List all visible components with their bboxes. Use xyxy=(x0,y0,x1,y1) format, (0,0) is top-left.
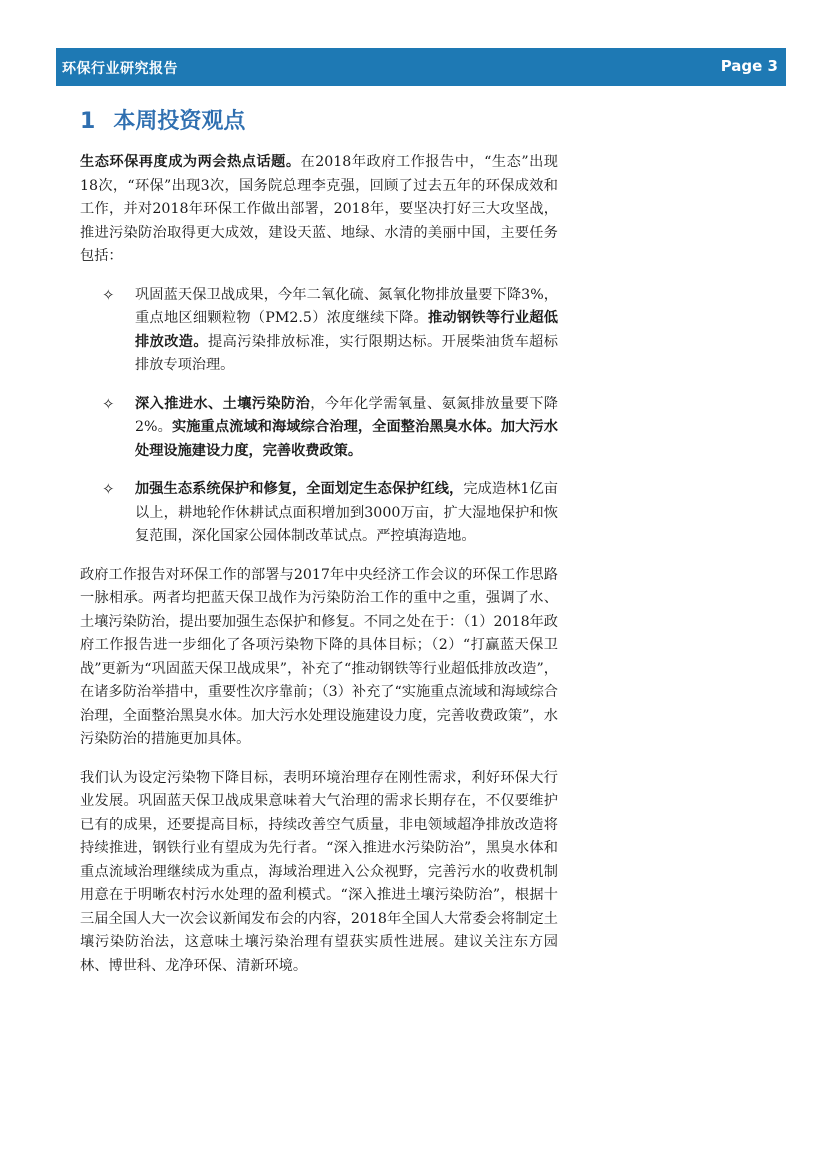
comparison-paragraph: 政府工作报告对环保工作的部署与2017年中央经济工作会议的环保工作思路一脉相承。两者均把蓝天保卫战作为污染防治工作的重中之重，强调了水、土壤污染防治，提出要加强生态保护和修复。不同之处在于：（1）2018年政府工作报告进一步细化了各项污染物下降的具体目标；（2）“打赢蓝天保卫战”更新为“巩固蓝天保卫战成果”，补充了“推动钢铁等行业超低排放改造”，在诸多防治举措中，重要性次序靠前；（3）补充了“实施重点流域和海域综合治理，全面整治黑臭水体。加大污水处理设施建设力度，完善收费政策”，水污染防治的措施更加具体。 xyxy=(80,566,558,747)
list-item xyxy=(80,478,558,549)
list-item-text xyxy=(135,284,558,378)
bullet-text-2: 提高污染排放标准，实行限期达标。开展柴油货车超标排放专项治理。 xyxy=(135,333,558,373)
intro-bold-lead: 生态环保再度成为两会热点话题。 xyxy=(80,154,301,170)
bullet-text-1: 巩固蓝天保卫战成果，今年二氧化硫、氮氧化物排放量要下降3%，重点地区细颗粒物（PM2.5）浓度继续下降。 xyxy=(135,286,558,326)
bullet-bold-1: 加强生态系统保护和修复，全面划定生态保护红线， xyxy=(135,481,464,497)
diamond-outline-icon: ✧ xyxy=(102,480,115,498)
page-number: Page 3 xyxy=(720,57,778,75)
section-title: 本周投资观点 xyxy=(113,109,246,134)
list-item xyxy=(80,284,558,378)
diamond-outline-icon: ✧ xyxy=(102,394,115,413)
bullet-bold-2: 推动钢铁等行业超低排放改造。 xyxy=(135,310,558,350)
bullet-bold-2: 实施重点流域和海域综合治理，全面整治黑臭水体。加大污水处理设施建设力度，完善收费政策。 xyxy=(135,419,558,459)
diamond-outline-icon: ✧ xyxy=(102,285,115,304)
main-content xyxy=(80,151,558,993)
bullet-text-1: 完成造林1亿亩以上，耕地轮作休耕试点面积增加到3000万亩，扩大湿地保护和恢复范围，深化国家公园体制改革试点。严控填海造地。 xyxy=(135,481,558,544)
list-item-text xyxy=(135,478,558,549)
intro-paragraph xyxy=(80,151,558,269)
section-heading xyxy=(80,104,245,135)
page-header-bar xyxy=(56,48,786,86)
section-number: 1 xyxy=(80,109,96,134)
report-title: 环保行业研究报告 xyxy=(62,61,178,77)
intro-text: 在2018年政府工作报告中，“生态”出现18次，“环保”出现3次，国务院总理李克强，回顾了过去五年的环保成效和工作，并对2018年环保工作做出部署，2018年，要坚决打好三大攻坚战，推进污染防治取得更大成效，建设天蓝、地绿、水清的美丽中国，主要任务包括： xyxy=(80,154,558,264)
list-item-text xyxy=(135,393,558,464)
task-list xyxy=(80,284,558,549)
investment-view-paragraph: 我们认为设定污染物下降目标，表明环境治理存在刚性需求，利好环保大行业发展。巩固蓝天保卫战成果意味着大气治理的需求长期存在，不仅要维护已有的成果，还要提高目标，持续改善空气质量，非电领域超净排放改造将持续推进，钢铁行业有望成为先行者。“深入推进水污染防治”，黑臭水体和重点流域治理继续成为重点，海域治理进入公众视野，完善污水的收费机制用意在于明晰农村污水处理的盈利模式。“深入推进土壤污染防治”，根据十三届全国人大一次会议新闻发布会的内容，2018年全国人大常委会将制定土壤污染防治法，这意味土壤污染治理有望获实质性进展。建议关注东方园林、博世科、龙净环保、清新环境。 xyxy=(80,769,558,974)
list-item xyxy=(80,393,558,464)
bullet-bold-1: 深入推进水、土壤污染防治 xyxy=(135,395,311,412)
bullet-text-1: ，今年化学需氧量、氨氮排放量要下降2%。 xyxy=(135,395,558,435)
